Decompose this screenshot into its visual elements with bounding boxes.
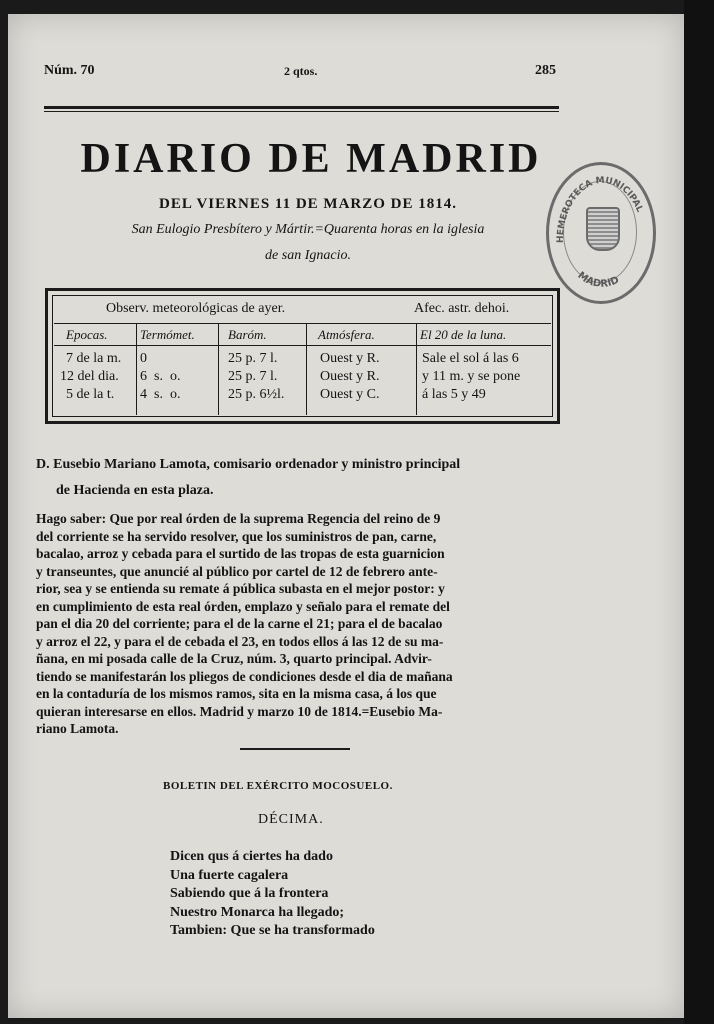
text-line: Hago saber: Que por real órden de la suprema Regencia del reino de 9 <box>36 511 441 526</box>
newspaper-page <box>8 14 684 1018</box>
text-line: y arroz el 22, y para el de cebada el 23, en todos ellos á las 12 de su ma- <box>36 633 444 649</box>
saint-of-day-line2: de san Ignacio. <box>265 248 351 263</box>
weather-rule-header <box>54 345 551 346</box>
announcement-body <box>36 510 556 738</box>
cell: Ouest y C. <box>320 387 380 402</box>
announcement-heading-line2: de Hacienda en esta plaza. <box>56 483 214 498</box>
coat-of-arms-icon <box>586 207 620 251</box>
cell: Ouest y R. <box>320 369 380 384</box>
cell: 25 p. 7 l. <box>228 351 278 366</box>
text-line: quieran interesarse en ellos. Madrid y marzo 10 de 1814.=Eusebio Ma- <box>36 703 443 719</box>
header-rule-thin <box>44 111 559 112</box>
text-line: pan el dia 20 del corriente; para el de la carne el 21; para el de bacalao <box>36 616 443 631</box>
stamp-top-text: HEMEROTECA MUNICIPAL <box>555 175 645 244</box>
col-header-termometro: Termómet. <box>140 327 195 342</box>
scan-border <box>684 0 714 1024</box>
masthead-date: DEL VIERNES 11 DE MARZO DE 1814. <box>158 196 458 212</box>
stamp-bottom-text: MADRID <box>575 270 621 290</box>
text-line: del corriente se ha servido resolver, que los suministros de pan, carne, <box>36 528 437 544</box>
col-divider <box>416 323 417 415</box>
text-line: tiendo se manifestarán los pliegos de condiciones desde el dia de mañana <box>36 668 453 684</box>
text-line: y transeuntes, que anuncié al público por cartel de 12 de febrero ante- <box>36 563 438 579</box>
cell: 4 s. o. <box>140 387 181 402</box>
cell: á las 5 y 49 <box>422 387 486 402</box>
poem <box>170 848 375 941</box>
issue-number: Núm. 70 <box>44 63 95 78</box>
section-divider <box>240 748 350 750</box>
weather-heading-right: Afec. astr. dehoi. <box>414 301 510 316</box>
verse: Tambien: Que se ha transformado <box>170 923 375 938</box>
text-line: ñana, en mi posada calle de la Cruz, núm. 3, quarto principal. Advir- <box>36 651 432 666</box>
bulletin-subheading: DÉCIMA. <box>258 812 324 827</box>
cell: 0 <box>140 351 147 366</box>
header-rule-thick <box>44 106 559 109</box>
cell: 5 de la t. <box>66 387 115 402</box>
cell: Sale el sol á las 6 <box>422 351 519 366</box>
cell: 7 de la m. <box>66 351 122 366</box>
col-header-epocas: Epocas. <box>66 327 108 342</box>
cell: 6 s. o. <box>140 369 181 384</box>
cell: y 11 m. y se pone <box>422 369 521 384</box>
cell: 12 del dia. <box>60 369 119 384</box>
text-line: rior, sea y se entienda su remate á pública subasta en el mejor postor: y <box>36 581 445 596</box>
weather-rule-top <box>54 323 551 324</box>
col-divider <box>136 323 137 415</box>
col-divider <box>306 323 307 415</box>
weather-heading-left: Observ. meteorológicas de ayer. <box>106 301 286 316</box>
bulletin-heading: BOLETIN DEL EXÉRCITO MOCOSUELO. <box>163 780 393 792</box>
col-header-barometro: Baróm. <box>228 327 267 342</box>
col-header-atmosfera: Atmósfera. <box>318 327 375 342</box>
text-line: en cumplimiento de esta real órden, emplazo y señalo para el remate del <box>36 598 450 614</box>
announcement-heading-line1: D. Eusebio Mariano Lamota, comisario ordenador y ministro principal <box>36 457 461 472</box>
col-divider <box>218 323 219 415</box>
verse: Una fuerte cagalera <box>170 867 289 883</box>
cell: Ouest y R. <box>320 351 380 366</box>
text-line: riano Lamota. <box>36 721 119 736</box>
saint-of-day-line1: San Eulogio Presbítero y Mártir.=Quarenta horas en la iglesia <box>131 222 485 237</box>
masthead-title: DIARIO DE MADRID <box>80 136 542 182</box>
text-line: en la contaduría de los mismos ramos, sita en la misma casa, á los que <box>36 686 437 701</box>
verse: Nuestro Monarca ha llegado; <box>170 904 345 920</box>
weather-table <box>45 288 560 424</box>
verse: Sabiendo que á la frontera <box>170 886 329 901</box>
verse: Dicen qus á ciertes ha dado <box>170 849 333 864</box>
issue-price: 2 qtos. <box>284 64 318 78</box>
cell: 25 p. 6½l. <box>228 387 285 402</box>
svg-text:MADRID <box>575 270 621 290</box>
col-header-luna: El 20 de la luna. <box>420 327 507 342</box>
library-stamp <box>546 162 656 304</box>
cell: 25 p. 7 l. <box>228 369 278 384</box>
text-line: bacalao, arroz y cebada para el surtido de las tropas de esta guarnicion <box>36 546 445 561</box>
page-number: 285 <box>535 63 556 78</box>
